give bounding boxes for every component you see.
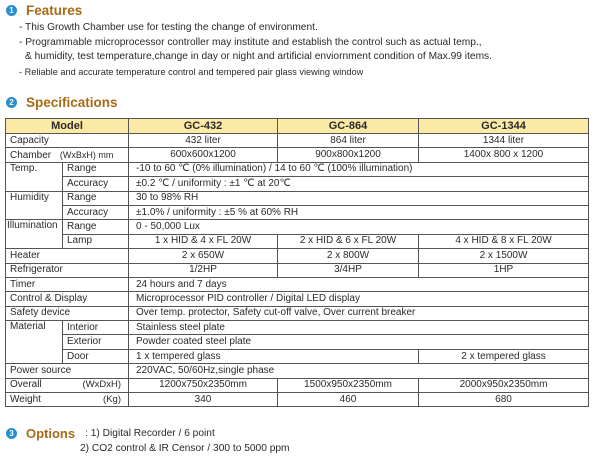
chamber-unit: (WxBxH) mm bbox=[59, 149, 114, 160]
sub-label: Range bbox=[63, 220, 129, 234]
row-label: Capacity bbox=[6, 134, 129, 148]
sub-label: Range bbox=[63, 191, 129, 205]
model-header: Model bbox=[6, 119, 129, 134]
cell-value: 220VAC, 50/60Hz,single phase bbox=[129, 364, 589, 378]
specifications-heading bbox=[6, 95, 118, 110]
features-heading bbox=[6, 3, 82, 18]
cell-value: 864 liter bbox=[278, 134, 419, 148]
cell-value: Powder coated steel plate bbox=[129, 335, 589, 349]
sub-label: Range bbox=[63, 162, 129, 176]
table-row bbox=[6, 234, 589, 248]
sub-label: Exterior bbox=[63, 335, 129, 349]
table-row bbox=[6, 321, 589, 335]
cell-value: 432 liter bbox=[129, 134, 278, 148]
table-row bbox=[6, 148, 589, 162]
options-title: Options bbox=[26, 426, 76, 441]
number-three-icon: 3 bbox=[6, 428, 17, 439]
cell-value: 0 - 50,000 Lux bbox=[129, 220, 589, 234]
sub-label: Lamp bbox=[63, 234, 129, 248]
cell-value: 340 bbox=[129, 393, 278, 407]
row-label: Control & Display bbox=[6, 292, 129, 306]
table-row bbox=[6, 277, 589, 291]
row-label bbox=[6, 378, 129, 392]
cell-value: 1 x tempered glass bbox=[129, 349, 419, 363]
cell-value: 4 x HID & 8 x FL 20W bbox=[419, 234, 589, 248]
cell-value: 680 bbox=[419, 393, 589, 407]
cell-value: 1200x750x2350mm bbox=[129, 378, 278, 392]
row-label: Temp. bbox=[6, 162, 63, 191]
table-row bbox=[6, 393, 589, 407]
cell-value: 2 x 800W bbox=[278, 249, 419, 263]
feature-line: - Reliable and accurate temperature control and tempered pair glass viewing window bbox=[19, 66, 364, 77]
cell-value: Microprocessor PID controller / Digital LED display bbox=[129, 292, 589, 306]
cell-value: 2000x950x2350mm bbox=[419, 378, 589, 392]
table-row bbox=[6, 378, 589, 392]
row-label: Heater bbox=[6, 249, 129, 263]
feature-line: & humidity, test temperature,change in day or night and artificial enviornment condition of Max.99 items. bbox=[25, 51, 492, 62]
feature-line: - This Growth Chamber use for testing the change of environment. bbox=[19, 22, 318, 33]
row-label: Humidity bbox=[6, 191, 63, 220]
specifications-table bbox=[5, 118, 589, 407]
model-gc-864: GC-864 bbox=[278, 119, 419, 134]
row-label: Material bbox=[6, 321, 63, 364]
features-title: Features bbox=[26, 3, 83, 18]
cell-value: Over temp. protector, Safety cut-off valve, Over current breaker bbox=[129, 306, 589, 320]
cell-value: 900x800x1200 bbox=[278, 148, 419, 162]
table-row bbox=[6, 205, 589, 219]
weight-unit: (Kg) bbox=[103, 393, 121, 405]
cell-value: ±0.2 ℃ / uniformity : ±1 ℃ at 20℃ bbox=[129, 177, 589, 191]
cell-value: 24 hours and 7 days bbox=[129, 277, 589, 291]
chamber-label: Chamber bbox=[10, 149, 52, 161]
table-row bbox=[6, 335, 589, 349]
cell-value: 1HP bbox=[419, 263, 589, 277]
cell-value: 2 x HID & 6 x FL 20W bbox=[278, 234, 419, 248]
table-row bbox=[6, 364, 589, 378]
specifications-title: Specifications bbox=[26, 95, 118, 110]
cell-value: ±1.0% / uniformity : ±5 % at 60% RH bbox=[129, 205, 589, 219]
table-row bbox=[6, 177, 589, 191]
cell-value: 2 x 1500W bbox=[419, 249, 589, 263]
model-gc-1344: GC-1344 bbox=[419, 119, 589, 134]
row-label bbox=[6, 148, 129, 162]
cell-value: 2 x 650W bbox=[129, 249, 278, 263]
number-one-icon: 1 bbox=[6, 5, 17, 16]
option-item: : 1) Digital Recorder / 6 point bbox=[85, 428, 215, 439]
row-label: Refrigerator bbox=[6, 263, 129, 277]
cell-value: -10 to 60 ℃ (0% illumination) / 14 to 60 ℃ (100% illumination) bbox=[129, 162, 589, 176]
table-row bbox=[6, 306, 589, 320]
option-item: 2) CO2 control & IR Censor / 300 to 5000 ppm bbox=[80, 443, 290, 454]
table-row bbox=[6, 134, 589, 148]
row-label: Safety device bbox=[6, 306, 129, 320]
cell-value: 600x600x1200 bbox=[129, 148, 278, 162]
cell-value: 460 bbox=[278, 393, 419, 407]
sub-label: Accuracy bbox=[63, 205, 129, 219]
overall-unit: (WxDxH) bbox=[82, 379, 121, 391]
row-label bbox=[6, 393, 129, 407]
cell-value: 1 x HID & 4 x FL 20W bbox=[129, 234, 278, 248]
row-label: Power source bbox=[6, 364, 129, 378]
table-row bbox=[6, 349, 589, 363]
table-row bbox=[6, 249, 589, 263]
table-row bbox=[6, 220, 589, 234]
sub-label: Accuracy bbox=[63, 177, 129, 191]
number-two-icon: 2 bbox=[6, 97, 17, 108]
table-row bbox=[6, 263, 589, 277]
overall-label: Overall bbox=[10, 379, 42, 391]
cell-value: 1344 liter bbox=[419, 134, 589, 148]
cell-value: 1500x950x2350mm bbox=[278, 378, 419, 392]
cell-value: Stainless steel plate bbox=[129, 321, 589, 335]
sub-label: Interior bbox=[63, 321, 129, 335]
cell-value: 2 x tempered glass bbox=[419, 349, 589, 363]
table-row bbox=[6, 162, 589, 176]
table-header-row bbox=[6, 119, 589, 134]
table-row bbox=[6, 191, 589, 205]
table-row bbox=[6, 292, 589, 306]
features-list bbox=[19, 21, 492, 79]
weight-label: Weight bbox=[10, 393, 41, 405]
cell-value: 1400x 800 x 1200 bbox=[419, 148, 589, 162]
sub-label: Door bbox=[63, 349, 129, 363]
options-section bbox=[6, 426, 290, 454]
cell-value: 3/4HP bbox=[278, 263, 419, 277]
model-gc-432: GC-432 bbox=[129, 119, 278, 134]
cell-value: 1/2HP bbox=[129, 263, 278, 277]
row-label: Illumination bbox=[6, 220, 63, 249]
cell-value: 30 to 98% RH bbox=[129, 191, 589, 205]
row-label: Timer bbox=[6, 277, 129, 291]
feature-line: - Programmable microprocessor controller may institute and establish the control such as actual temp., bbox=[19, 36, 482, 48]
